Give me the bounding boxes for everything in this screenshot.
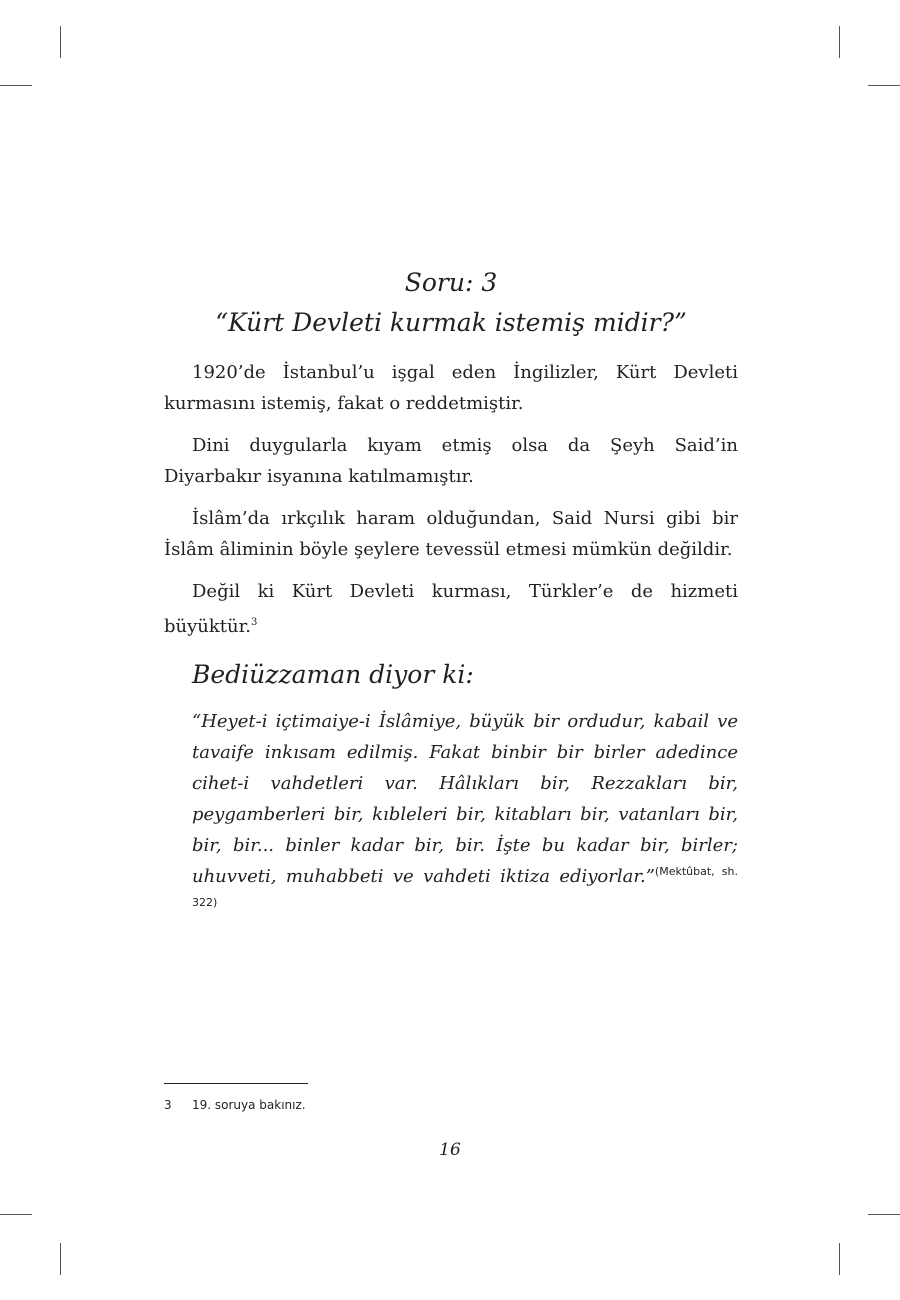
footnote <box>164 1098 306 1112</box>
footnote-text: 19. soruya bakınız. <box>192 1098 306 1112</box>
chapter-question: “Kürt Devleti kurmak istemiş midir?” <box>215 308 687 337</box>
crop-mark <box>0 1214 32 1215</box>
crop-mark <box>868 85 900 86</box>
section-heading: Bediüzzaman diyor ki: <box>192 660 474 689</box>
crop-mark <box>839 26 840 58</box>
paragraph: İslâm’da ırkçılık haram olduğundan, Said Nursi gibi bir İslâm âliminin böyle şeylere tevessül etmesi mümkün değildir. <box>164 508 738 560</box>
crop-mark <box>60 1243 61 1275</box>
quote-text: “Heyet-i içtimaiye-i İslâmiye, büyük bir ordudur, kabail ve tavaife inkısam edilmiş. Fakat binbir bir birler adedince cihet-i vahdetleri var. Hâlıkları bir, Rezzakları bir, peygamberleri bir, kıbleleri bir, kitabları bir, vatanları bir, bir, bir... binler kadar bir, bir. İşte bu kadar bir, birler; uhuvveti, muhabbeti ve vahdeti iktiza ediyorlar.” <box>192 711 738 887</box>
quote-source: (Mektûbat, sh. 322) <box>192 865 738 909</box>
chapter-label: Soru: 3 <box>404 268 498 297</box>
crop-mark <box>868 1214 900 1215</box>
crop-mark <box>839 1243 840 1275</box>
paragraph: 1920’de İstanbul’u işgal eden İngilizler, Kürt Devleti kurmasını istemiş, fakat o reddetmiştir. <box>164 362 738 414</box>
body-text <box>164 357 738 653</box>
footnote-divider <box>164 1083 308 1084</box>
footnote-number: 3 <box>164 1098 172 1112</box>
quote-block <box>192 706 738 923</box>
footnote-ref[interactable]: 3 <box>250 617 258 628</box>
crop-mark <box>60 26 61 58</box>
paragraph: Dini duygularla kıyam etmiş olsa da Şeyh Said’in Diyarbakır isyanına katılmamıştır. <box>164 435 738 487</box>
paragraph: Değil ki Kürt Devleti kurması, Türkler’e de hizmeti büyüktür. <box>164 581 738 637</box>
crop-mark <box>0 85 32 86</box>
paragraph-with-footnote <box>164 576 738 642</box>
page-number: 16 <box>439 1140 461 1160</box>
